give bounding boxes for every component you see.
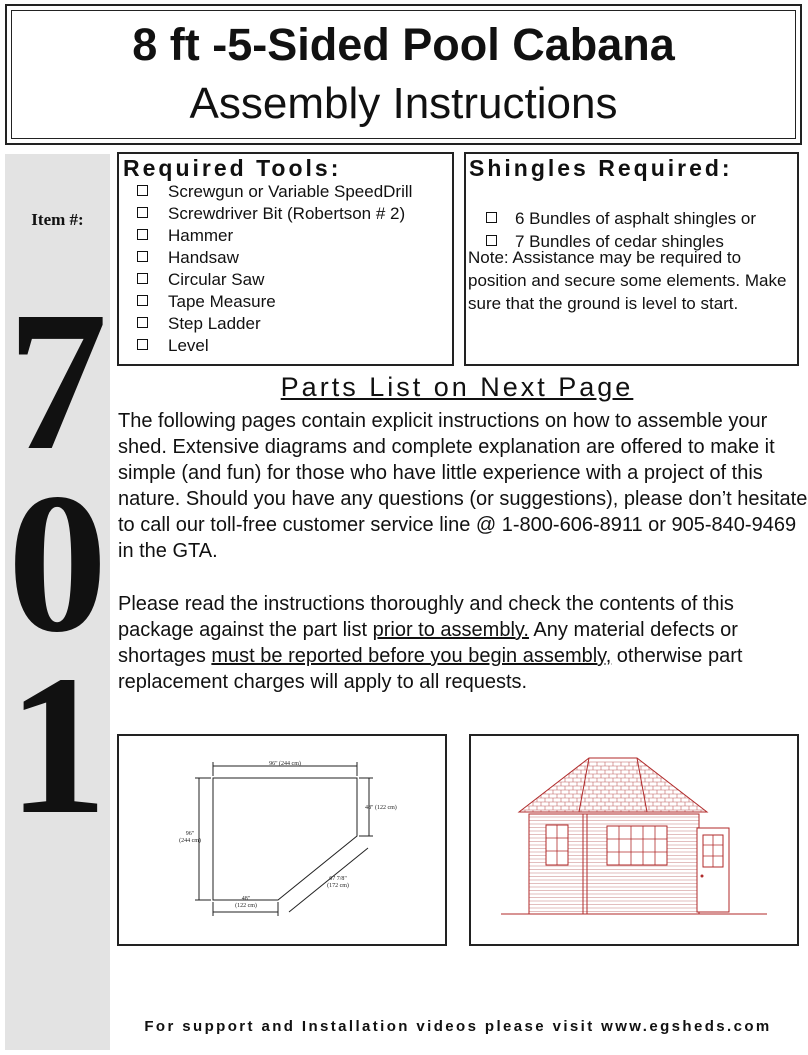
item-digit-1: 7 [7,271,108,492]
front-elevation-drawing [469,734,799,946]
floor-left-dimension-cm: (244 cm) [179,838,201,844]
parts-list-heading: Parts List on Next Page [280,372,634,402]
tool-item: Handsaw [137,247,239,269]
tool-item: Circular Saw [137,269,264,291]
shingles-note: Note: Assistance may be required to position and secure some elements. Make sure that the ground is level to start. [468,248,787,313]
floor-bottom-dimension-cm: (122 cm) [235,903,257,909]
door-knob-icon [701,875,704,878]
floor-plan-svg [119,736,445,944]
roof-shingle-lines [511,762,716,814]
checkbox-icon [486,235,497,246]
support-footer: For support and Installation videos please visit www.egsheds.com [144,1018,772,1035]
front-window [607,826,667,865]
floor-diagonal-dimension-cm: (172 cm) [327,883,349,889]
page-title: 8 ft -5-Sided Pool Cabana [132,19,675,70]
tool-item: Screwdriver Bit (Robertson # 2) [137,203,405,225]
title-box-inner [11,10,796,139]
shingle-option: 6 Bundles of asphalt shingles or [486,208,756,230]
shingle-option: 7 Bundles of cedar shingles [486,231,724,253]
required-tools-title: Required Tools: [123,155,342,181]
item-digit-2: 0 [7,453,108,674]
floor-left-dimension: 96" [185,831,195,837]
checkbox-icon [137,229,148,240]
checkbox-icon [137,339,148,350]
item-number-label: Item #: [31,210,84,229]
floor-bottom-dimension: 48" [241,896,251,902]
checkbox-icon [137,207,148,218]
intro-paragraph: The following pages contain explicit instructions on how to assemble your shed. Extensive diagrams and complete explanation are offered to make it simple (and fun) for those who have little experience with a project of this nature. Should you have any questions (or suggestions), please don’t hesitate to call our toll-free customer service line @ 1-800-606-8911 or 905-840-9469 in the GTA. [118,410,808,562]
tool-item: Level [137,335,209,357]
tool-item: Tape Measure [137,291,276,313]
checkbox-icon [137,295,148,306]
checkbox-icon [137,273,148,284]
shingles-box [464,152,799,366]
item-digit-3: 1 [7,635,108,856]
floor-diagonal-dimension: 67 7/8" [329,876,347,882]
tool-item: Screwgun or Variable SpeedDrill [137,181,412,203]
floor-plan-drawing [117,734,447,946]
tool-item: Hammer [137,225,233,247]
floor-top-dimension: 96" (244 cm) [269,761,301,767]
required-tools-box [117,152,454,366]
checkbox-icon [486,212,497,223]
checkbox-icon [137,251,148,262]
tool-item: Step Ladder [137,313,261,335]
page-subtitle: Assembly Instructions [189,79,618,128]
instructions-paragraph: Please read the instructions thoroughly and check the contents of this package against the part list prior to assembly. Any material defects or shortages must be reported before you begin assembly, otherwise part replacement charges will apply to all requests. [118,593,743,693]
checkbox-icon [137,317,148,328]
item-sidebar [5,154,110,1050]
title-box [5,4,802,145]
shingles-title: Shingles Required: [469,155,733,181]
cabana-elevation-svg [471,736,797,944]
checkbox-icon [137,185,148,196]
floor-right-dimension: 48" (122 cm) [365,805,397,811]
